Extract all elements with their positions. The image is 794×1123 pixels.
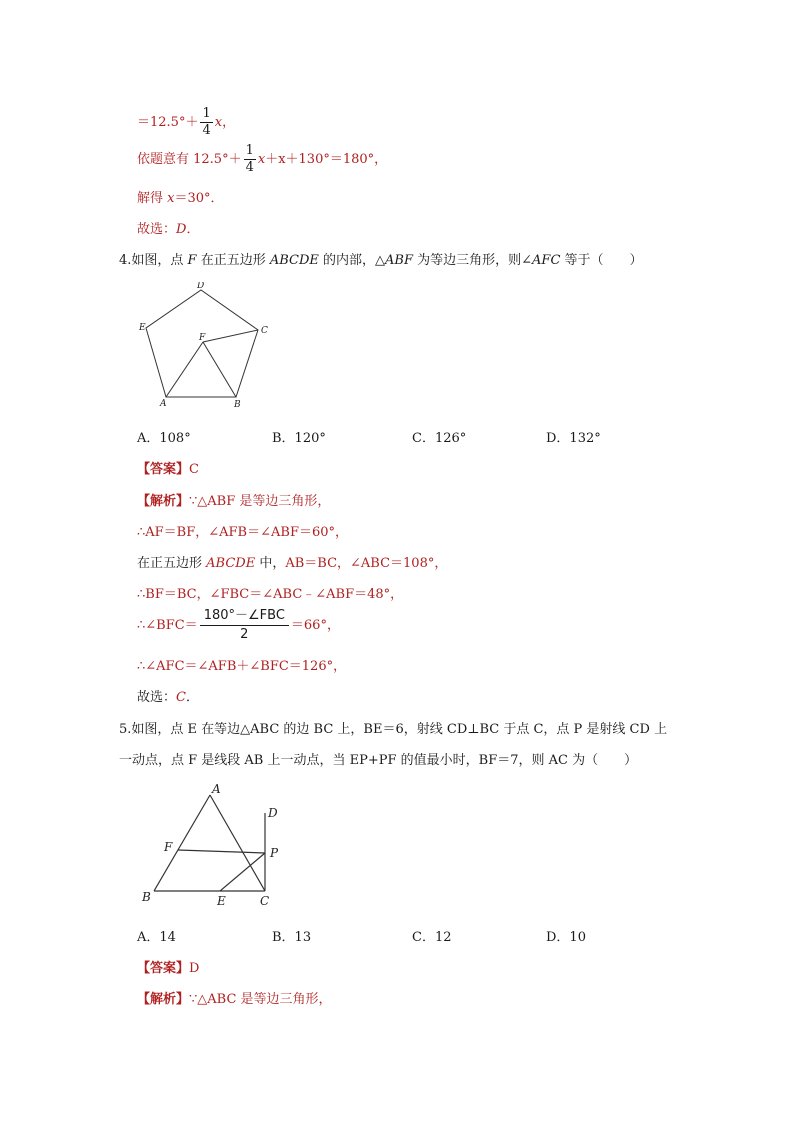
analysis-line-4-6: ∴∠AFC＝∠AFB＋∠BFC＝126°， — [137, 659, 347, 674]
question-5-stem-line-2: 一动点，点 F 是线段 AB 上一动点，当 EP+PF 的值最小时，BF＝7，则 AC 为（ ） — [119, 753, 638, 768]
analysis-tag: 【解析】 — [137, 494, 190, 509]
option-d[interactable]: D．132° — [546, 431, 601, 446]
label-C: C — [260, 894, 270, 908]
answer-value: C — [189, 462, 199, 477]
option-b[interactable]: B．120° — [272, 431, 326, 446]
fraction-one-quarter: $\frac{1}{4}$ — [202, 106, 211, 138]
label-A: A — [160, 399, 167, 409]
segment-EP — [220, 853, 265, 891]
label-D: D — [197, 282, 205, 291]
solution-line-2: 依题意有 12.5°＋ $\frac{1}{4}$ x＋x＋130°＝180°， — [137, 143, 388, 175]
label-B: B — [142, 890, 151, 904]
option-a[interactable]: A．108° — [137, 431, 191, 446]
answer-line-5 — [137, 957, 199, 976]
fraction-one-quarter: $\frac{1}{4}$ — [245, 143, 254, 175]
solution-line-1: ＝12.5°＋ $\frac{1}{4}$ x， — [137, 106, 236, 138]
option-c[interactable]: C．126° — [412, 431, 467, 446]
analysis-tag: 【解析】 — [137, 992, 190, 1007]
analysis-line-4-2: ∴AF＝BF，∠AFB＝∠ABF＝60°， — [137, 525, 349, 540]
answer-tag: 【答案】 — [137, 961, 190, 976]
label-F: F — [199, 333, 206, 343]
question-5-stem-line-1: 5.如图，点 E 在等边△ABC 的边 BC 上，BE＝6，射线 CD⊥BC 于点 C，点 P 是射线 CD 上 — [119, 722, 668, 737]
analysis-line-4-1: 【解析】∵△ABF 是等边三角形， — [137, 494, 331, 509]
analysis-line-5-1: 【解析】∵△ABC 是等边三角形， — [137, 992, 332, 1007]
var-x: x — [214, 115, 223, 130]
label-E: E — [139, 323, 146, 333]
segment-BF — [203, 342, 236, 397]
pentagon-figure — [132, 282, 282, 412]
label-F: F — [164, 840, 173, 854]
label-B: B — [234, 400, 241, 410]
analysis-line-4-5: ∴∠BFC＝ $\frac{\text{180°－∠FBC}}{2}$ ＝66°， — [137, 608, 340, 642]
question-4-stem: 4.如图，点 F 在正五边形 ABCDE 的内部，△ABF 为等边三角形，则∠AFC 等于（ ） — [119, 253, 643, 268]
option-c[interactable]: C．12 — [412, 930, 452, 945]
option-d[interactable]: D．10 — [546, 930, 586, 945]
answer-line-4 — [137, 458, 199, 477]
segment-FP — [178, 850, 265, 853]
triangle-figure — [138, 783, 298, 913]
fraction-bfc: $\frac{\text{180°－∠FBC}}{2}$ — [200, 607, 289, 644]
label-E: E — [217, 894, 226, 908]
analysis-line-4-4: ∴BF＝BC，∠FBC＝∠ABC﹣∠ABF＝48°， — [137, 587, 404, 602]
solution-line-4: 故选：D． — [137, 222, 200, 237]
option-a[interactable]: A．14 — [137, 930, 176, 945]
option-b[interactable]: B．13 — [272, 930, 312, 945]
label-D: D — [268, 806, 278, 820]
solution-line-3: 解得 x＝30°． — [137, 191, 224, 206]
answer-tag: 【答案】 — [137, 462, 190, 477]
label-C: C — [261, 326, 268, 336]
segment-AF — [166, 342, 203, 397]
label-A: A — [212, 783, 221, 796]
segment-AB — [154, 795, 210, 891]
analysis-line-4-7: 故选：C． — [137, 690, 199, 705]
segment-FC — [203, 330, 258, 342]
answer-value: D — [189, 961, 200, 976]
expr-text: ＝12.5°＋ — [137, 115, 199, 130]
label-P: P — [270, 846, 279, 860]
analysis-line-4-3: 在正五边形 ABCDE 中，AB＝BC，∠ABC＝108°， — [137, 556, 448, 571]
